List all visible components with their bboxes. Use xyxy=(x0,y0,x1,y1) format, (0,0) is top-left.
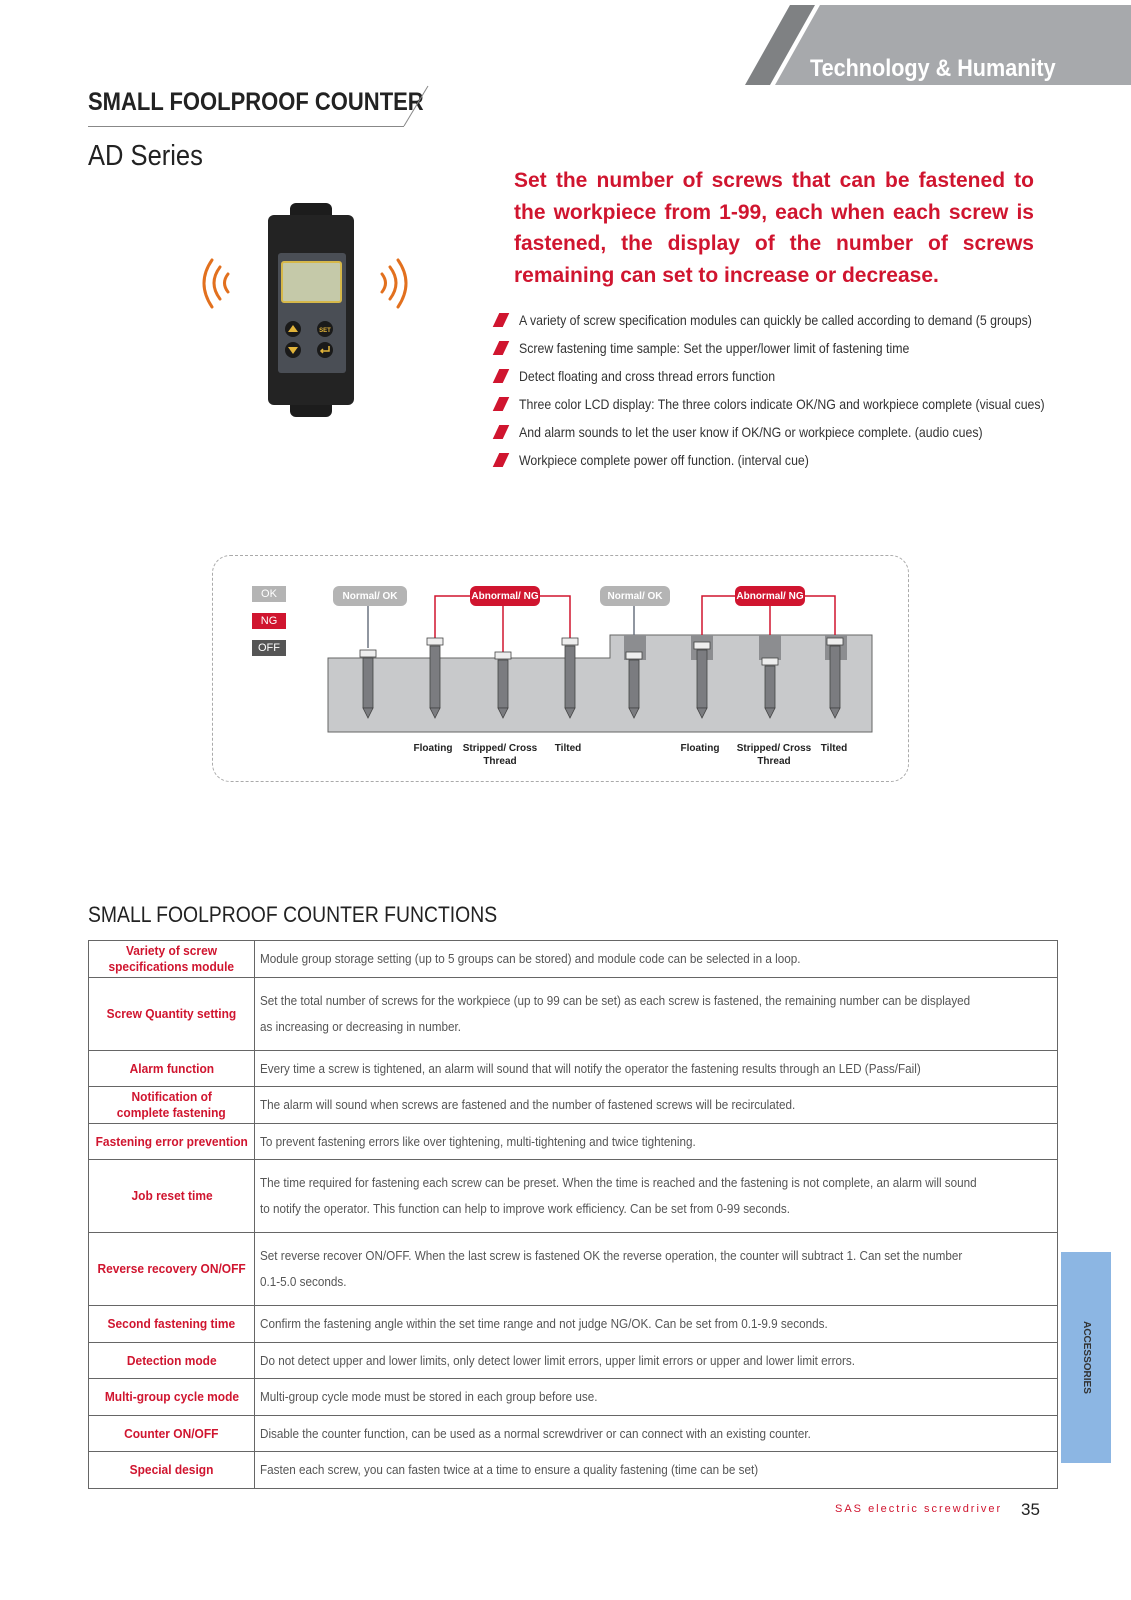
title-slash-decoration xyxy=(400,84,430,128)
function-name: Job reset time xyxy=(89,1160,255,1233)
function-desc: The time required for fastening each screw can be preset. When the time is reached and the fastening is not complete, an alarm will sound to notify the operator. This function can help to improve work efficiency. Can be set from 0-99 seconds. xyxy=(255,1160,1057,1233)
function-name: Counter ON/OFF xyxy=(89,1416,255,1452)
function-desc: Confirm the fastening angle within the set time range and not judge NG/OK. Can be set from 0.1-9.9 seconds. xyxy=(255,1306,1057,1343)
slash-bullet-icon xyxy=(493,425,510,439)
function-name: Reverse recovery ON/OFF xyxy=(89,1233,255,1306)
abnormal-ng-label-left: Abnormal/ NG xyxy=(470,586,540,606)
slash-bullet-icon xyxy=(493,313,510,327)
device-set-button-label: SET xyxy=(319,328,331,334)
function-desc: Every time a screw is tightened, an alarm will sound that will notify the operator the fastening results through an LED (Pass/Fail) xyxy=(255,1051,1057,1087)
legend-ok: OK xyxy=(252,586,286,602)
sound-wave-right-icon xyxy=(382,260,406,307)
function-desc: Multi-group cycle mode must be stored in each group before use. xyxy=(255,1379,1057,1416)
feature-item: A variety of screw specification modules can quickly be called according to demand (5 groups) xyxy=(492,306,1052,334)
table-row xyxy=(89,1416,1058,1452)
sound-wave-left-icon xyxy=(204,260,228,307)
banner-tagline: Technology & Humanity xyxy=(810,55,1056,82)
function-name: Alarm function xyxy=(89,1051,255,1087)
function-desc: Module group storage setting (up to 5 groups can be stored) and module code can be selected in a loop. xyxy=(255,941,1057,978)
function-name: Multi-group cycle mode xyxy=(89,1379,255,1416)
feature-item: Screw fastening time sample: Set the upper/lower limit of fastening time xyxy=(492,334,1052,362)
caption-floating: Floating xyxy=(413,743,453,754)
slash-bullet-icon xyxy=(493,341,510,355)
function-name: Special design xyxy=(89,1452,255,1489)
footer-brand: SAS electric screwdriver xyxy=(835,1503,1003,1515)
feature-item: Workpiece complete power off function. (interval cue) xyxy=(492,446,1052,474)
function-desc: Fasten each screw, you can fasten twice at a time to ensure a quality fastening (time can be set) xyxy=(255,1452,1057,1489)
table-row xyxy=(89,1452,1058,1489)
caption-tilted: Tilted xyxy=(820,743,848,754)
table-row xyxy=(89,1087,1058,1124)
headline-text: Set the number of screws that can be fastened to the workpiece from 1-99, each when each screw is fastened, the display of the number of screws remaining can set to increase or decrease. xyxy=(514,169,1034,287)
function-name: Notification of complete fastening xyxy=(89,1087,255,1124)
functions-title: SMALL FOOLPROOF COUNTER FUNCTIONS xyxy=(88,902,498,927)
normal-ok-label-left: Normal/ OK xyxy=(333,586,407,606)
table-row xyxy=(89,1233,1058,1306)
table-row xyxy=(89,1306,1058,1343)
feature-item: And alarm sounds to let the user know if OK/NG or workpiece complete. (audio cues) xyxy=(492,418,1052,446)
function-name: Second fastening time xyxy=(89,1306,255,1343)
function-desc: The alarm will sound when screws are fastened and the number of fastened screws will be recirculated. xyxy=(255,1087,1057,1124)
normal-ok-label-right: Normal/ OK xyxy=(600,586,670,606)
table-row xyxy=(89,1124,1058,1160)
function-name: Detection mode xyxy=(89,1343,255,1379)
series-name: AD Series xyxy=(88,140,203,172)
table-row xyxy=(89,1343,1058,1379)
caption-stripped-cross: Stripped/ Cross Thread xyxy=(462,743,538,767)
function-desc: Disable the counter function, can be used as a normal screwdriver or can connect with an existing counter. xyxy=(255,1416,1057,1452)
table-row xyxy=(89,1051,1058,1087)
counter-device-image xyxy=(190,195,430,425)
function-desc: Do not detect upper and lower limits, only detect lower limit errors, upper limit errors or upper and lower limit errors. xyxy=(255,1343,1057,1379)
caption-tilted: Tilted xyxy=(554,743,582,754)
function-name: Variety of screw specifications module xyxy=(89,941,255,978)
function-desc: To prevent fastening errors like over tightening, multi-tightening and twice tightening. xyxy=(255,1124,1057,1160)
slash-bullet-icon xyxy=(493,397,510,411)
slash-bullet-icon xyxy=(493,369,510,383)
feature-item: Detect floating and cross thread errors function xyxy=(492,362,1052,390)
feature-list xyxy=(492,306,1052,474)
page-number: 35 xyxy=(1021,1500,1040,1519)
feature-item: Three color LCD display: The three colors indicate OK/NG and workpiece complete (visual cues) xyxy=(492,390,1052,418)
page-title: SMALL FOOLPROOF COUNTER xyxy=(88,88,424,116)
table-row xyxy=(89,941,1058,978)
table-row xyxy=(89,978,1058,1051)
abnormal-ng-label-right: Abnormal/ NG xyxy=(735,586,805,606)
function-name: Fastening error prevention xyxy=(89,1124,255,1160)
table-row xyxy=(89,1379,1058,1416)
function-desc: Set the total number of screws for the workpiece (up to 99 can be set) as each screw is fastened, the remaining number can be displayed as increasing or decreasing in number. xyxy=(255,978,1057,1051)
caption-floating: Floating xyxy=(680,743,720,754)
legend-off: OFF xyxy=(252,640,286,656)
section-side-tab-label: ACCESSORIES xyxy=(1080,1321,1092,1394)
caption-stripped-cross: Stripped/ Cross Thread xyxy=(736,743,812,767)
legend-ng: NG xyxy=(252,613,286,629)
functions-table xyxy=(88,940,1058,1489)
function-desc: Set reverse recover ON/OFF. When the last screw is fastened OK the reverse operation, the counter will subtract 1. Can set the number 0.1-5.0 seconds. xyxy=(255,1233,1057,1306)
function-name: Screw Quantity setting xyxy=(89,978,255,1051)
table-row xyxy=(89,1160,1058,1233)
slash-bullet-icon xyxy=(493,453,510,467)
title-underline xyxy=(88,126,404,127)
